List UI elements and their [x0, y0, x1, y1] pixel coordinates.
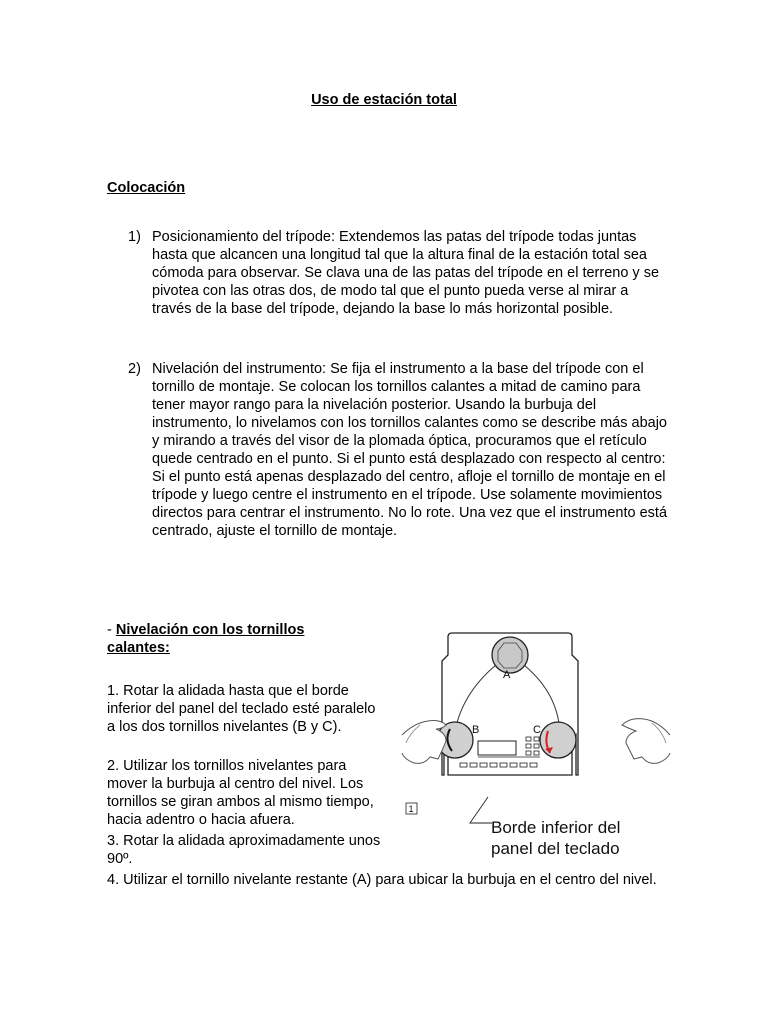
subsection-heading: [107, 621, 337, 657]
figure-number: 1: [408, 804, 414, 814]
page-title: Uso de estación total: [311, 92, 457, 108]
subsection-prefix: -: [107, 622, 116, 638]
paragraph-1-text: Posicionamiento del trípode: Extendemos las patas del trípode todas juntas hasta que alcancen una longitud tal que la altura final de la estación total sea cómoda para observar. Se clava una de las patas del trípode en el terreno y se pivotea con las otras dos, de modo tal que el punto pueda verse al mirar a través de la base del trípode, dejando la base lo más horizontal posible.: [152, 229, 660, 317]
step-4: 4. Utilizar el tornillo nivelante restante (A) para ubicar la burbuja en el centro del nivel.: [107, 872, 657, 888]
paragraph-1-number: 1): [128, 229, 141, 245]
step-1: 1. Rotar la alidada hasta que el borde inferior del panel del teclado esté paralelo a los dos tornillos nivelantes (B y C).: [107, 683, 376, 735]
caption-line-2: panel del teclado: [491, 839, 620, 858]
section-heading-colocacion: Colocación: [107, 180, 186, 196]
left-hand: [402, 721, 446, 764]
step-2: 2. Utilizar los tornillos nivelantes para mover la burbuja al centro del nivel. Los tornillos se giran ambos al mismo tiempo, hacia adentro o hacia afuera.: [107, 758, 374, 828]
label-b: B: [472, 724, 480, 736]
subsection-title: Nivelación con los tornillos calantes:: [107, 622, 305, 656]
label-a: A: [503, 669, 511, 681]
display-panel: [478, 741, 516, 755]
step-3: 3. Rotar la alidada aproximadamente unos 90º.: [107, 833, 381, 867]
caption-line-1: Borde inferior del: [491, 818, 621, 837]
paragraph-2-text: Nivelación del instrumento: Se fija el instrumento a la base del trípode con el tornillo de montaje. Se colocan los tornillos calantes a mitad de camino para tener mayor rango para la nivelación posterior. Usando la burbuja del instrumento, lo nivelamos con los tornillos calantes como se describe más abajo y mirando a través del visor de la plomada óptica, procuramos que el retículo quede centrado en el punto. Si el punto está desplazado con respecto al centro: Si el punto está apenas desplazado del centro, afloje el tornillo de montaje en el trípode y luego centre el instrumento en el trípode. Use solamente movimientos directos para centrar el instrumento. No lo rote. Una vez que el instrumento está centrado, ajuste el tornillo de montaje.: [152, 361, 668, 539]
paragraph-2-number: 2): [128, 361, 141, 377]
leveling-diagram: [400, 625, 672, 860]
label-c: C: [533, 724, 541, 736]
caption-pointer: [470, 797, 492, 823]
screw-a: [492, 637, 528, 673]
right-hand: [622, 719, 670, 764]
